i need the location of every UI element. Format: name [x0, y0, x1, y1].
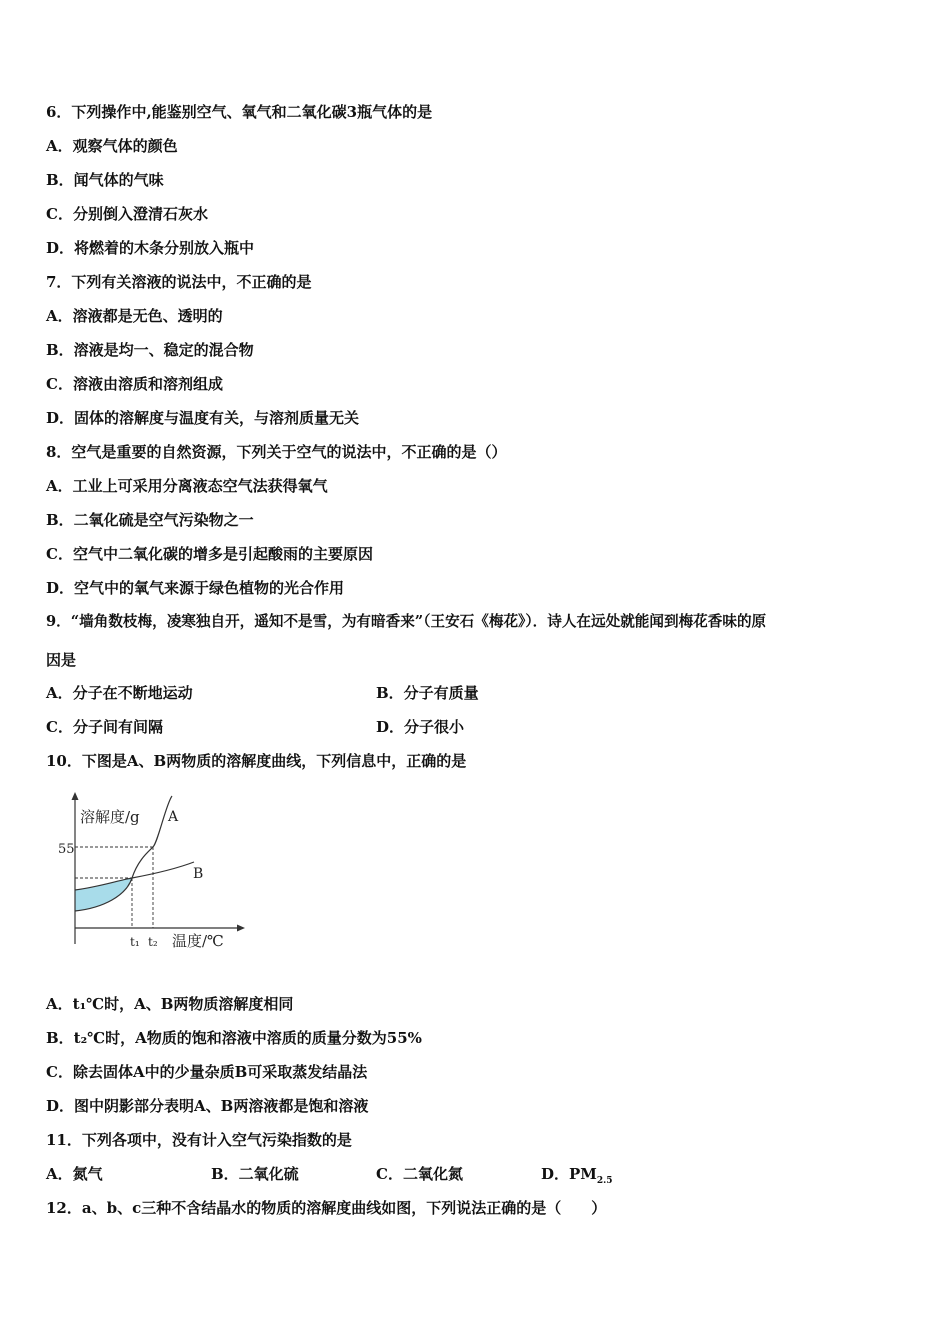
y-axis-arrow — [72, 792, 79, 800]
q10-option-d: D．图中阴影部分表明A、B两溶液都是饱和溶液 — [46, 1097, 369, 1115]
q6-option-d: D．将燃着的木条分别放入瓶中 — [46, 239, 255, 257]
q6-option-a: A．观察气体的颜色 — [46, 137, 178, 155]
x-tick-t1: t₁ — [130, 935, 140, 949]
q11-option-d-text: D．PM — [541, 1165, 597, 1183]
q11-option-a: A．氮气 — [46, 1165, 103, 1183]
y-axis-label: 溶解度/g — [80, 808, 140, 826]
q11-option-d — [541, 1164, 613, 1191]
q9-stem-line1: 9．“墙角数枝梅，凌寒独自开，遥知不是雪，为有暗香来”（王安石《梅花》）．诗人在远处就能闻到梅花香味的原 — [46, 613, 767, 630]
q9-option-b: B．分子有质量 — [376, 684, 479, 702]
q9-option-c: C．分子间有间隔 — [46, 718, 163, 736]
q10-option-b: B．t₂℃时，A物质的饱和溶液中溶质的质量分数为55% — [46, 1029, 422, 1047]
series-b-curve — [75, 862, 194, 890]
q11-option-c: C．二氧化氮 — [376, 1165, 463, 1183]
q7-option-d: D．固体的溶解度与温度有关，与溶剂质量无关 — [46, 409, 360, 427]
q9-options-row1 — [46, 683, 906, 703]
q7-stem: 7．下列有关溶液的说法中，不正确的是 — [46, 273, 312, 291]
q10-stem: 10．下图是A、B两物质的溶解度曲线，下列信息中，正确的是 — [46, 752, 467, 770]
q9-option-a: A．分子在不断地运动 — [46, 684, 193, 702]
q10-option-c: C．除去固体A中的少量杂质B可采取蒸发结晶法 — [46, 1063, 368, 1081]
q6-option-b: B．闻气体的气味 — [46, 171, 164, 189]
q11-option-d-subscript: 2.5 — [596, 1176, 613, 1186]
series-b-label: B — [193, 866, 204, 882]
q8-stem: 8．空气是重要的自然资源，下列关于空气的说法中，不正确的是（） — [46, 443, 507, 461]
q7-option-c: C．溶液由溶质和溶剂组成 — [46, 375, 223, 393]
q11-stem: 11．下列各项中，没有计入空气污染指数的是 — [46, 1131, 352, 1149]
q8-option-b: B．二氧化硫是空气污染物之一 — [46, 511, 254, 529]
y-tick-55: 55 — [58, 842, 75, 857]
q6-stem: 6．下列操作中,能鉴别空气、氧气和二氧化碳3瓶气体的是 — [46, 103, 433, 121]
x-axis-arrow — [237, 925, 245, 932]
q9-stem-line2: 因是 — [46, 651, 77, 669]
q11-option-b: B．二氧化硫 — [211, 1165, 299, 1183]
q12-stem: 12．a、b、c三种不含结晶水的物质的溶解度曲线如图，下列说法正确的是（ ） — [46, 1199, 607, 1217]
q8-option-c: C．空气中二氧化碳的增多是引起酸雨的主要原因 — [46, 545, 373, 563]
q10-option-a: A．t₁℃时，A、B两物质溶解度相同 — [46, 995, 294, 1013]
q8-option-a: A．工业上可采用分离液态空气法获得氧气 — [46, 477, 328, 495]
q11-options — [46, 1164, 906, 1184]
x-axis-label: 温度/℃ — [172, 932, 224, 950]
q6-option-c: C．分别倒入澄清石灰水 — [46, 205, 208, 223]
series-a-label: A — [168, 809, 179, 825]
solubility-chart — [58, 784, 258, 956]
shaded-region — [75, 878, 132, 911]
q9-option-d: D．分子很小 — [376, 718, 465, 736]
q7-option-b: B．溶液是均一、稳定的混合物 — [46, 341, 254, 359]
x-tick-t2: t₂ — [148, 935, 158, 949]
q8-option-d: D．空气中的氧气来源于绿色植物的光合作用 — [46, 579, 345, 597]
q7-option-a: A．溶液都是无色、透明的 — [46, 307, 223, 325]
q9-options-row2 — [46, 717, 906, 737]
